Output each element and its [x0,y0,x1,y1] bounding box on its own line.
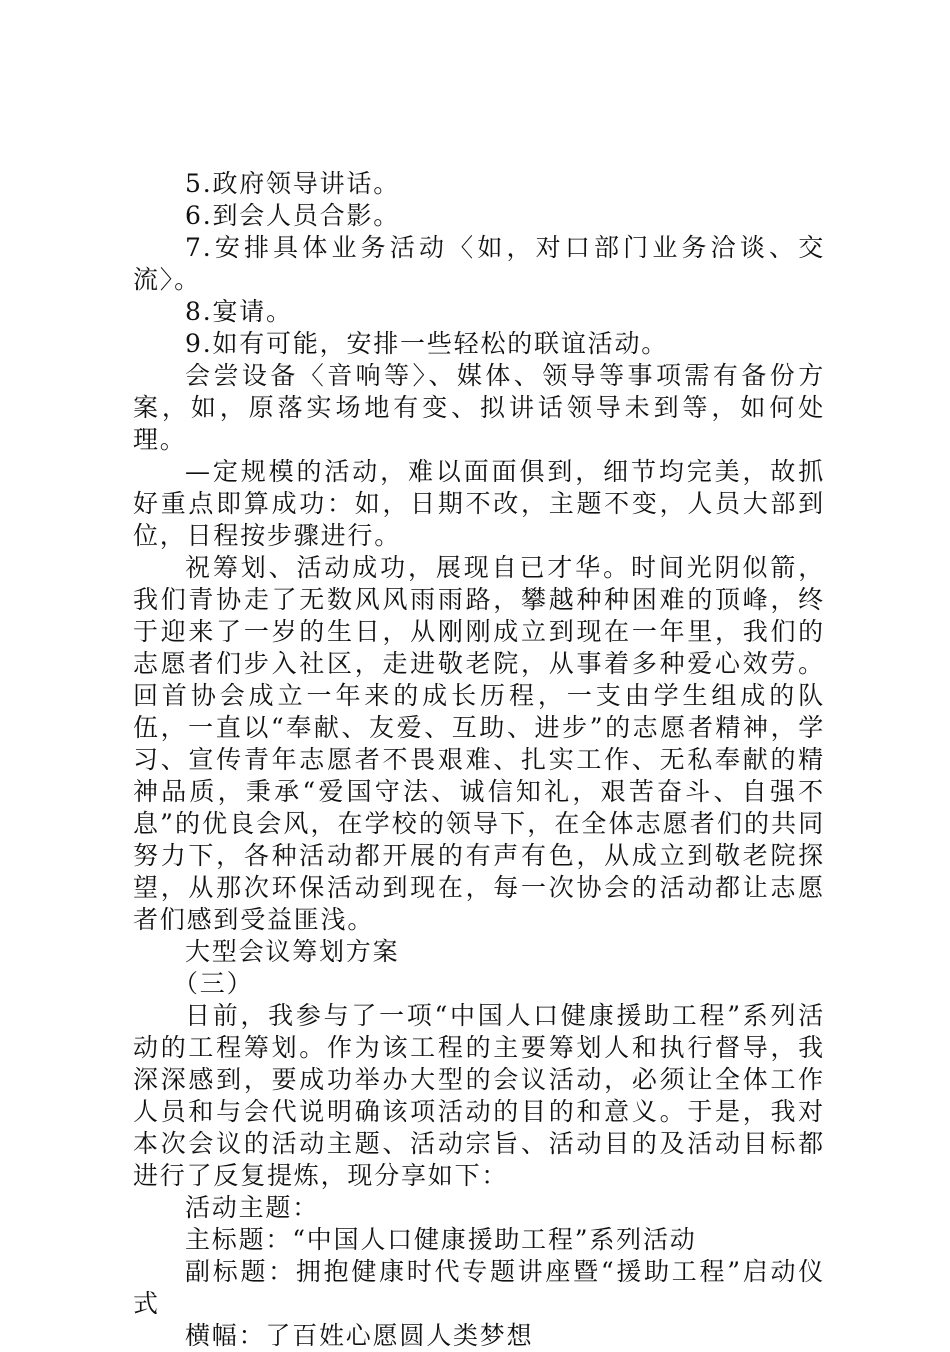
paragraph: 主标题：“中国人口健康援助工程”系列活动 [185,1225,697,1254]
paragraph: 副标题：拥抱健康时代专题讲座暨“援助工程”启动仪式 [133,1257,825,1318]
section-number: （三） [173,969,254,998]
document-body [133,168,825,1352]
list-item: 6.到会人员合影。 [185,201,401,230]
section-heading: 大型会议筹划方案 [185,937,400,966]
paragraph: 祝筹划、活动成功，展现自已才华。时间光阴似箭，我们青协走了无数风风雨雨路，攀越种种困难的顶峰，终于迎来了一岁的生日，从刚刚成立到现在一年里，我们的志愿者们步入社区，走进敬老院，从事着多种爱心效劳。回首协会成立一年来的成长历程，一支由学生组成的队伍，一直以“奉献、友爱、互助、进步”的志愿者精神，学习、宣传青年志愿者不畏艰难、扎实工作、无私奉献的精神品质，秉承“爱国守法、诚信知礼，艰苦奋斗、自强不息”的优良会风，在学校的领导下，在全体志愿者们的共同努力下，各种活动都开展的有声有色，从成立到敬老院探望，从那次环保活动到现在，每一次协会的活动都让志愿者们感到受益匪浅。 [133,553,825,934]
paragraph: 横幅：了百姓心愿圆人类梦想 [185,1321,534,1350]
list-item: 8.宴请。 [185,297,293,326]
list-item: 5.政府领导讲话。 [185,169,401,198]
paragraph: —定规模的活动，难以面面俱到，细节均完美，故抓好重点即算成功：如，日期不改，主题不变，人员大部到位，日程按步骤进行。 [133,457,825,550]
list-item: 9.如有可能，安排一些轻松的联谊活动。 [185,329,669,358]
paragraph: 会尝设备〈音响等〉、媒体、领导等事项需有备份方案，如，原落实场地有变、拟讲话领导未到等，如何处理。 [133,361,825,454]
paragraph: 活动主题： [185,1193,320,1222]
paragraph: 日前，我参与了一项“中国人口健康援助工程”系列活动的工程筹划。作为该工程的主要筹划人和执行督导，我深深感到，要成功举办大型的会议活动，必须让全体工作人员和与会代说明确该项活动的目的和意义。于是，我对本次会议的活动主题、活动宗旨、活动目的及活动目标都进行了反复提炼，现分享如下： [133,1001,825,1190]
list-item: 7.安排具体业务活动〈如，对口部门业务洽谈、交流〉。 [133,233,825,294]
